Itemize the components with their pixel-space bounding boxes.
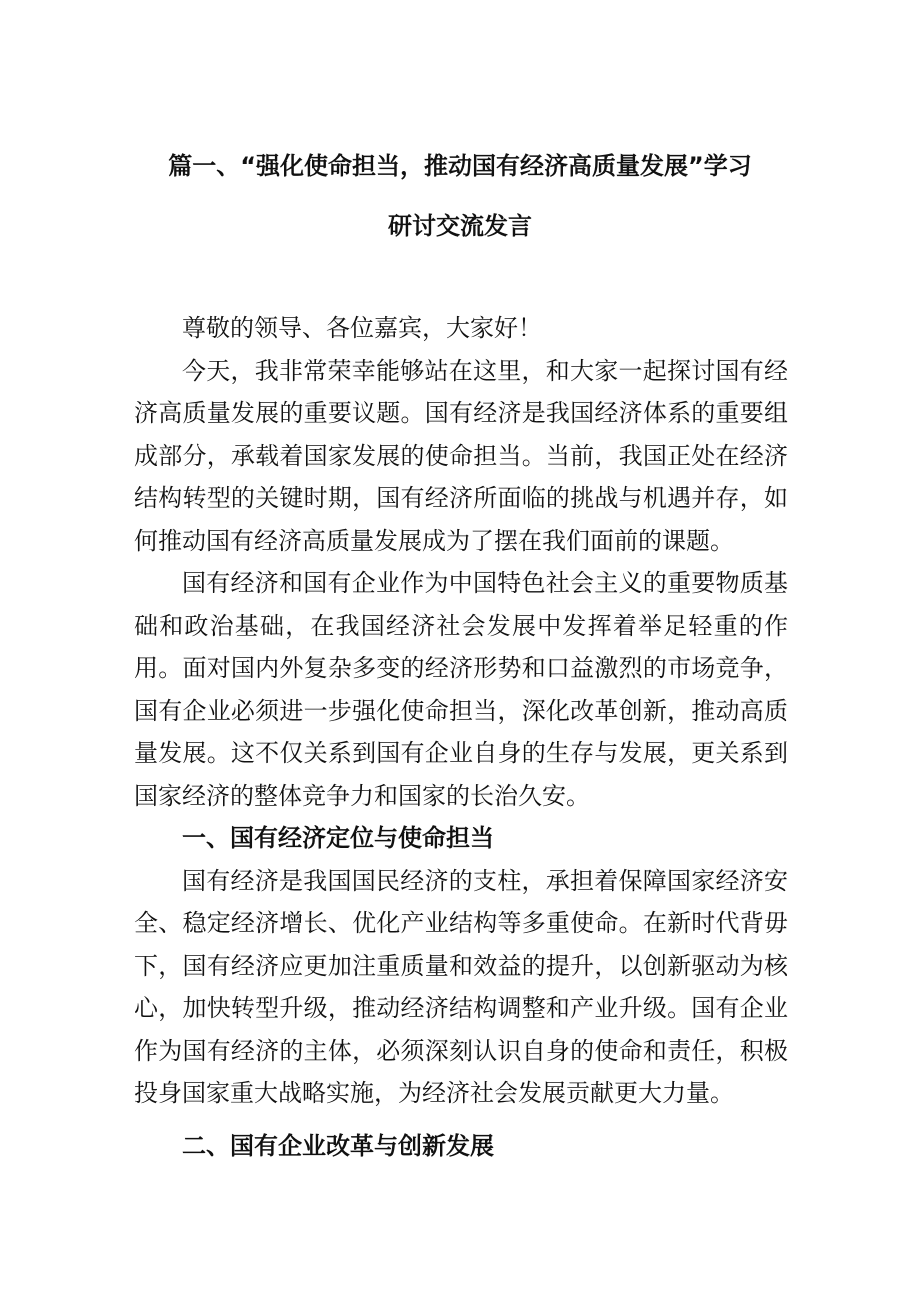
section-heading-1: 一、国有经济定位与使命担当 bbox=[182, 824, 494, 852]
background-paragraph: 国有经济和国有企业作为中国特色社会主义的重要物质基础和政治基础，在我国经济社会发展中发挥着举足轻重的作用。面对国内外复杂多变的经济形势和口益激烈的市场竞争，国有企业必须进一步强化使命担当，深化改革创新，推动高质量发展。这不仅关系到国有企业自身的生存与发展，更关系到国家经济的整体竞争力和国家的长治久安。 bbox=[134, 569, 788, 810]
document-title-line-2: 研讨交流发言 bbox=[388, 212, 532, 240]
document-body bbox=[134, 307, 788, 1167]
greeting-paragraph: 尊敬的领导、各位嘉宾，大家好！ bbox=[182, 314, 542, 342]
section-heading-2: 二、国有企业改革与创新发展 bbox=[182, 1131, 494, 1160]
document-title-line-1: 篇一、“强化使命担当，推动国有经济高质量发展”学习 bbox=[168, 152, 752, 180]
intro-paragraph: 今天，我非常荣幸能够站在这里，和大家一起探讨国有经济高质量发展的重要议题。国有经济是我国经济体系的重要组成部分，承载着国家发展的使命担当。当前，我国正处在经济结构转型的关键时期，国有经济所面临的挑战与机遇并存，如何推动国有经济高质量发展成为了摆在我们面前的课题。 bbox=[134, 356, 788, 555]
section-1-paragraph: 国有经济是我国国民经济的支柱，承担着保障国家经济安全、稳定经济增长、优化产业结构等多重使命。在新时代背毋下，国有经济应更加注重质量和效益的提升，以创新驱动为核心，加快转型升级，推动经济结构调整和产业升级。国有企业作为国有经济的主体，必须深刻认识自身的使命和责任，积极投身国家重大战略实施，为经济社会发展贡献更大力量。 bbox=[134, 866, 788, 1107]
